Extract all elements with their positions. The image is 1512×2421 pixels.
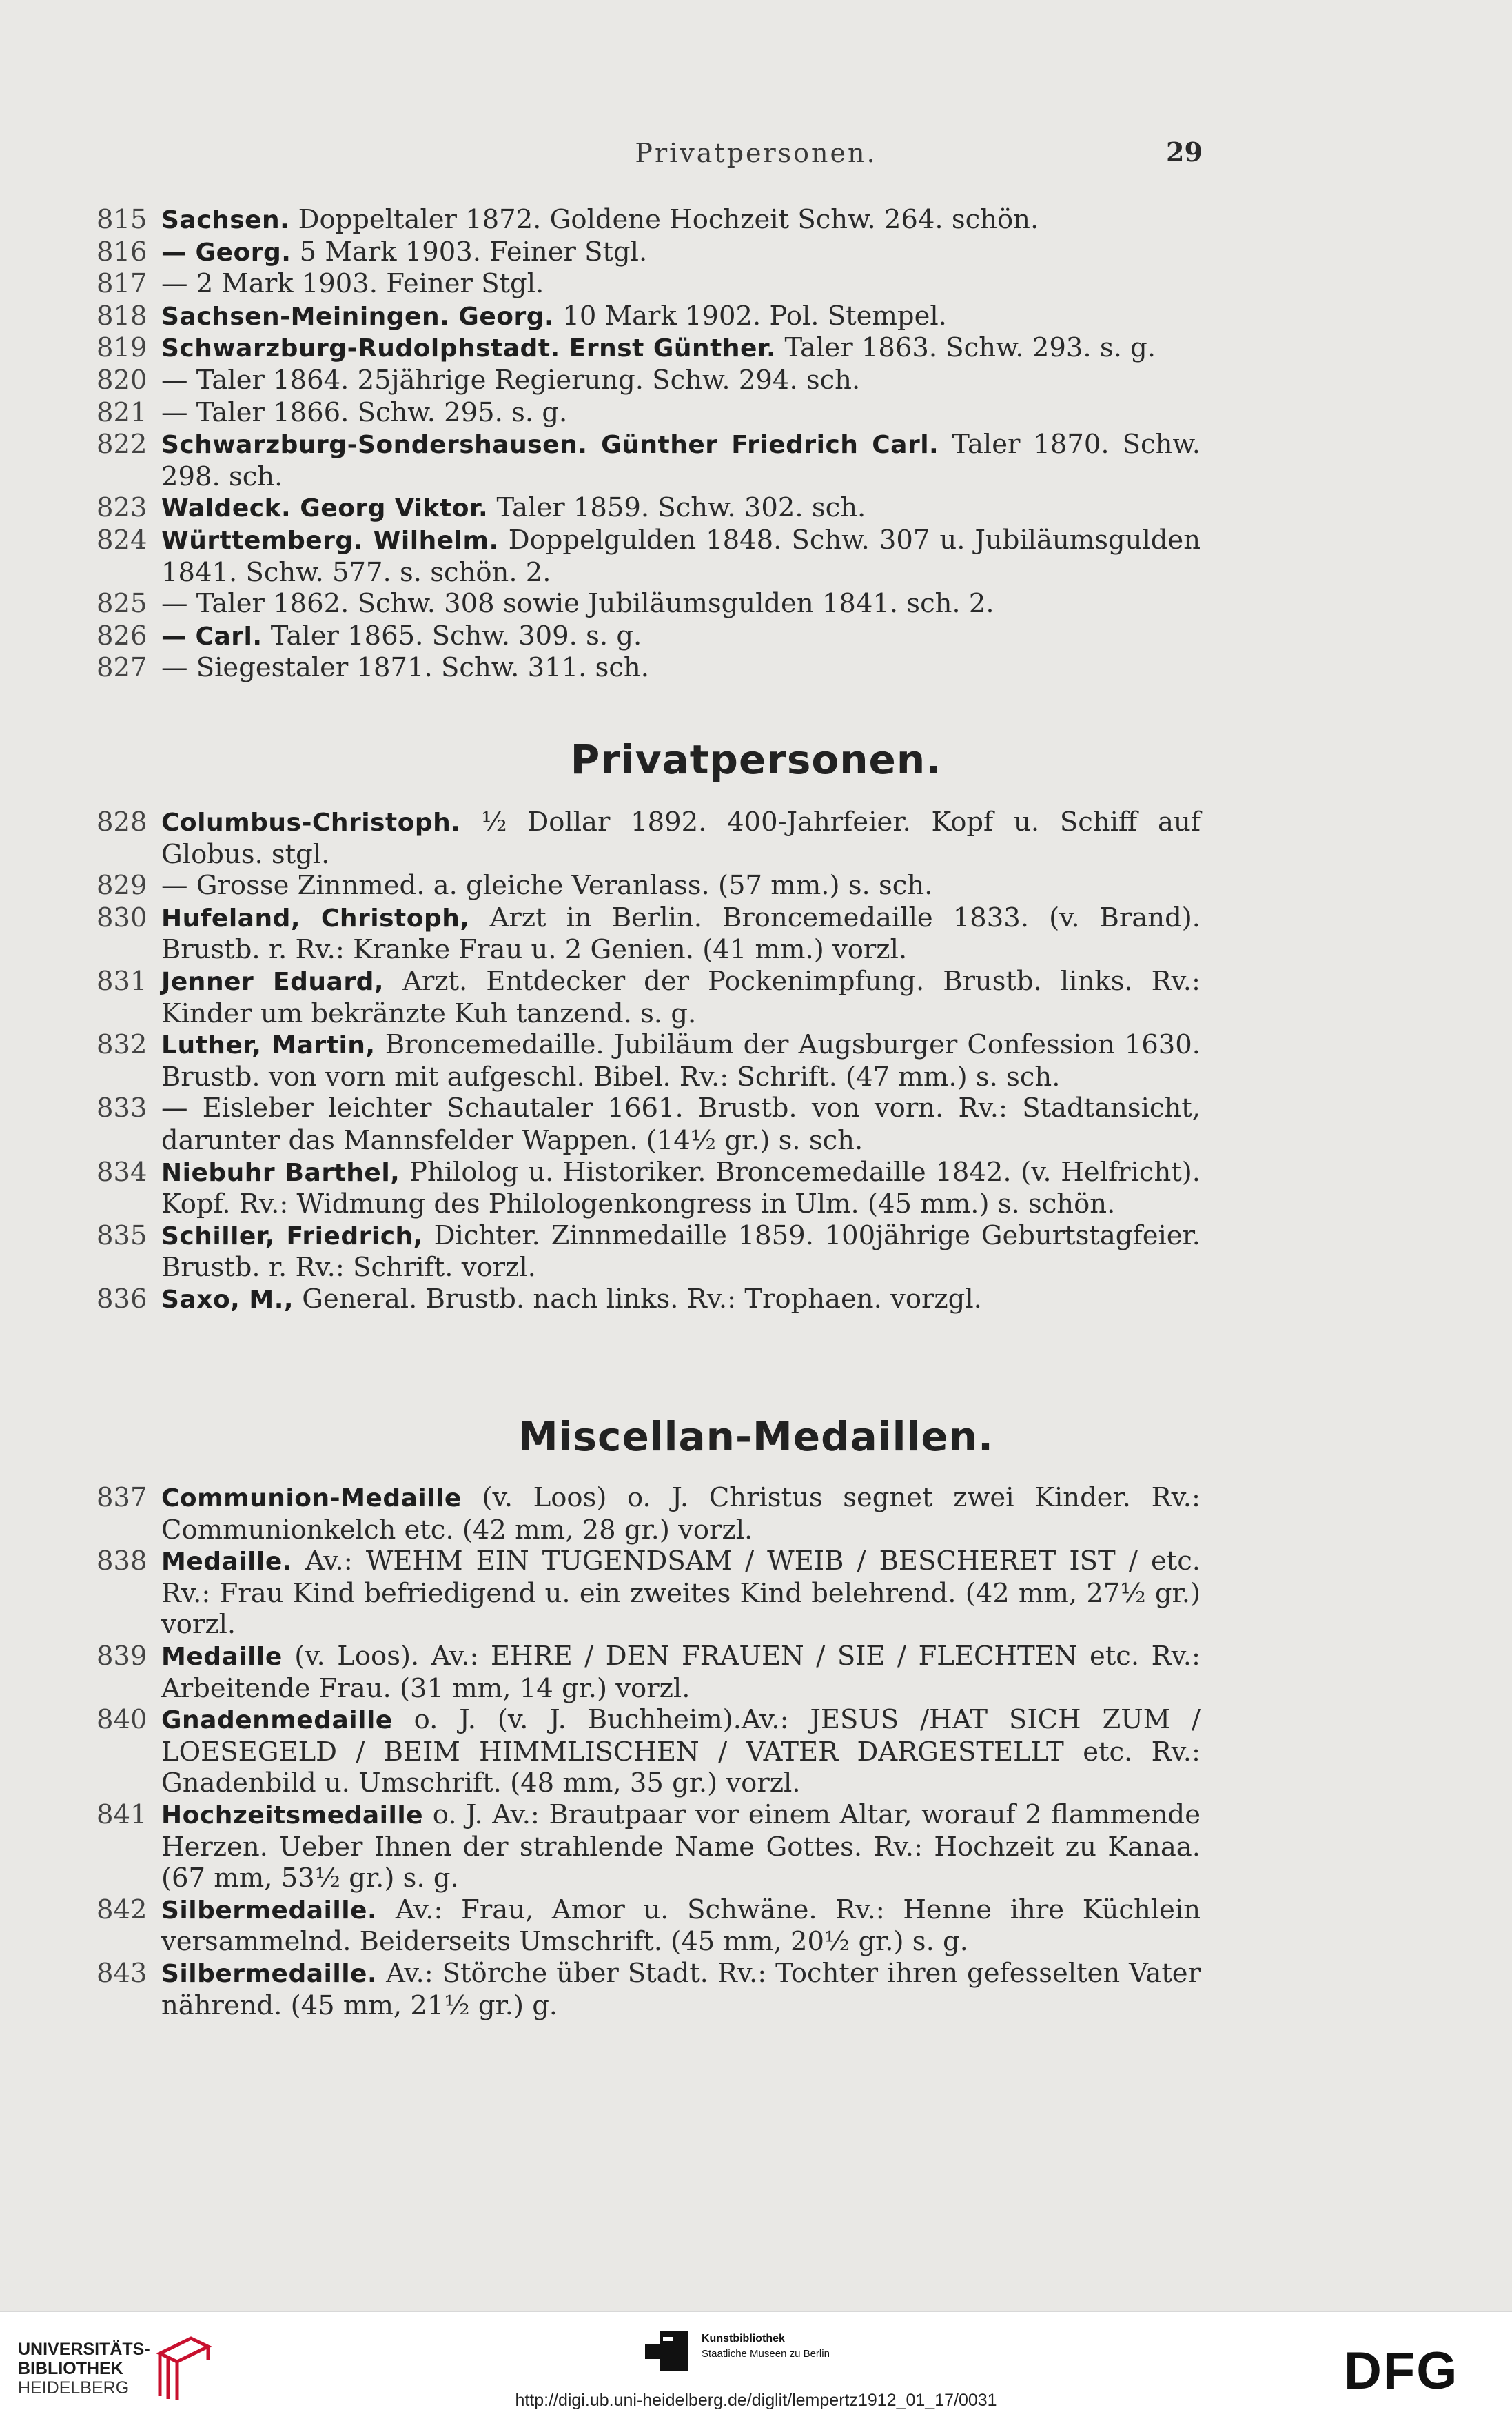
- uni-logo-line2: BIBLIOTHEK: [18, 2359, 123, 2378]
- entry-text: [161, 1157, 1201, 1220]
- lot-number: 832: [96, 1029, 147, 1061]
- lot-number: 816: [96, 236, 147, 267]
- lot-number: 824: [96, 524, 147, 556]
- entry-heading: Schwarzburg-Rudolphstadt. Ernst Günther.: [161, 334, 777, 363]
- lot-number: 842: [96, 1894, 147, 1925]
- entries-top: [0, 204, 1512, 685]
- entry-description: — Taler 1862. Schw. 308 sowie Jubiläumsgulden 1841. sch. 2.: [161, 588, 994, 620]
- entry-text: [161, 301, 1201, 333]
- entry-heading: Jenner Eduard,: [161, 967, 385, 996]
- catalogue-entry: [0, 870, 1512, 902]
- lot-number: 834: [96, 1156, 147, 1188]
- catalogue-entry: [0, 1641, 1512, 1704]
- entry-heading: Medaille: [161, 1642, 283, 1671]
- entry-text: [161, 1641, 1201, 1704]
- catalogue-entry: [0, 1284, 1512, 1316]
- catalogue-entry: [0, 429, 1512, 492]
- entry-description: Philolog u. Historiker. Broncemedaille 1842. (v. Helfricht). Kopf. Rv.: Widmung des Philologenkongress in Ulm. (45 mm.) s. schön.: [161, 1156, 1201, 1220]
- lot-number: 843: [96, 1957, 147, 1989]
- catalogue-entry: [0, 1958, 1512, 2021]
- entry-text: [161, 1029, 1201, 1093]
- entry-description: Taler 1859. Schw. 302. sch.: [488, 492, 866, 524]
- lot-number: 827: [96, 652, 147, 684]
- catalogue-entry: [0, 1704, 1512, 1799]
- entry-description: (v. Loos). Av.: EHRE / DEN FRAUEN / SIE / FLECHTEN etc. Rv.: Arbeitende Frau. (31 mm, 14 gr.) vorzl.: [161, 1640, 1201, 1704]
- entry-description: Taler 1865. Schw. 309. s. g.: [262, 620, 642, 651]
- entry-text: [161, 588, 1201, 620]
- entry-text: [161, 525, 1201, 588]
- catalogue-entry: [0, 902, 1512, 966]
- lot-number: 841: [96, 1799, 147, 1830]
- lot-number: 833: [96, 1093, 147, 1124]
- entry-description: Doppelgulden 1848. Schw. 307 u. Jubiläumsgulden 1841. Schw. 577. s. schön. 2.: [161, 524, 1201, 588]
- footer-bar: [0, 2311, 1512, 2421]
- entry-description: Doppeltaler 1872. Goldene Hochzeit Schw. 264. schön.: [289, 204, 1039, 235]
- running-title: Privatpersonen.: [635, 138, 877, 168]
- entry-heading: Columbus-Christoph.: [161, 809, 461, 837]
- catalogue-entry: [0, 1093, 1512, 1156]
- catalogue-entry: [0, 807, 1512, 870]
- entry-heading: Gnadenmedaille: [161, 1706, 393, 1735]
- catalogue-entry: [0, 652, 1512, 685]
- entry-heading: Medaille.: [161, 1548, 292, 1577]
- lot-number: 840: [96, 1704, 147, 1736]
- entry-description: Av.: Frau, Amor u. Schwäne. Rv.: Henne ihre Küchlein versammelnd. Beiderseits Umschrift. (45 mm, 20½ gr.) s. g.: [161, 1894, 1201, 1958]
- lot-number: 835: [96, 1219, 147, 1251]
- catalogue-entry: [0, 1799, 1512, 1894]
- lot-number: 838: [96, 1546, 147, 1577]
- section-heading-privatpersonen: Privatpersonen.: [570, 736, 942, 783]
- entry-description: 5 Mark 1903. Feiner Stgl.: [291, 236, 648, 267]
- catalogue-entry: [0, 1482, 1512, 1546]
- entry-description: Av.: Störche über Stadt. Rv.: Tochter ihren gefesselten Vater nährend. (45 mm, 21½ gr.) g.: [161, 1957, 1201, 2021]
- catalogue-entry: [0, 1894, 1512, 1958]
- lot-number: 830: [96, 902, 147, 933]
- entry-heading: Silbermedaille.: [161, 1959, 378, 1988]
- dfg-logo[interactable]: DFG: [1344, 2342, 1459, 2400]
- catalogue-entry: [0, 1546, 1512, 1641]
- entry-text: [161, 429, 1201, 492]
- entry-description: Arzt in Berlin. Broncemedaille 1833. (v. Brand). Brustb. r. Rv.: Kranke Frau u. 2 Genien. (41 mm.) vorzl.: [161, 902, 1201, 966]
- entry-text: [161, 1220, 1201, 1284]
- entries-privatpersonen: [0, 807, 1512, 1316]
- catalogue-entry: [0, 397, 1512, 429]
- entry-heading: Niebuhr Barthel,: [161, 1158, 400, 1187]
- entry-heading: Sachsen-Meiningen. Georg.: [161, 302, 555, 331]
- source-url[interactable]: http://digi.ub.uni-heidelberg.de/diglit/lempertz1912_01_17/0031: [515, 2391, 997, 2410]
- entry-heading: Schwarzburg-Sondershausen. Günther Friedrich Carl.: [161, 431, 939, 460]
- entry-text: [161, 807, 1201, 870]
- lot-number: 829: [96, 870, 147, 902]
- entry-text: [161, 268, 1201, 301]
- entry-description: Av.: WEHM EIN TUGENDSAM / WEIB / BESCHERET IST / etc. Rv.: Frau Kind befriedigend u. ein zweites Kind belehrend. (42 mm, 27½ gr.) vorzl.: [161, 1546, 1201, 1641]
- entry-description: — 2 Mark 1903. Feiner Stgl.: [161, 268, 544, 300]
- entry-text: [161, 332, 1201, 365]
- entry-text: [161, 1894, 1201, 1958]
- entry-heading: Communion-Medaille: [161, 1484, 462, 1512]
- lot-number: 823: [96, 492, 147, 524]
- entry-description: (v. Loos) o. J. Christus segnet zwei Kinder. Rv.: Communionkelch etc. (42 mm, 28 gr.) vorzl.: [161, 1482, 1201, 1546]
- catalogue-entry: [0, 1029, 1512, 1093]
- lot-number: 822: [96, 429, 147, 460]
- entry-text: [161, 397, 1201, 429]
- entry-description: Taler 1863. Schw. 293. s. g.: [776, 332, 1156, 364]
- entry-heading: Waldeck. Georg Viktor.: [161, 494, 489, 523]
- catalogue-entry: [0, 268, 1512, 301]
- catalogue-entry: [0, 365, 1512, 397]
- lot-number: 837: [96, 1482, 147, 1513]
- catalogue-entry: [0, 301, 1512, 333]
- entry-description: — Taler 1866. Schw. 295. s. g.: [161, 396, 568, 428]
- lot-number: 828: [96, 807, 147, 838]
- entry-heading: — Georg.: [161, 238, 292, 267]
- lot-number: 821: [96, 396, 147, 428]
- entries-miscellan-medaillen: [0, 1482, 1512, 2021]
- entry-description: — Taler 1864. 25jährige Regierung. Schw. 294. sch.: [161, 364, 861, 396]
- entry-heading: Hufeland, Christoph,: [161, 904, 470, 933]
- entry-description: o. J. Av.: Brautpaar vor einem Altar, worauf 2 flammende Herzen. Ueber Ihnen der strahlende Name Gottes. Rv.: Hochzeit zu Kanaa. (67 mm, 53½ gr.) s. g.: [161, 1799, 1201, 1894]
- entry-description: General. Brustb. nach links. Rv.: Trophaen. vorzgl.: [294, 1283, 982, 1315]
- lot-number: 819: [96, 332, 147, 364]
- catalogue-entry: [0, 620, 1512, 653]
- lot-number: 836: [96, 1283, 147, 1315]
- catalogue-entry: [0, 1220, 1512, 1284]
- lot-number: 826: [96, 620, 147, 651]
- section-heading-miscellan-medaillen: Miscellan-Medaillen.: [518, 1413, 994, 1460]
- entry-text: [161, 1093, 1201, 1156]
- entry-description: 10 Mark 1902. Pol. Stempel.: [554, 300, 947, 332]
- page-number: 29: [1166, 136, 1203, 168]
- entry-text: [161, 236, 1201, 269]
- entry-heading: Württemberg. Wilhelm.: [161, 526, 499, 555]
- entry-text: [161, 902, 1201, 966]
- uni-logo-line3: HEIDELBERG: [18, 2378, 130, 2398]
- entry-text: [161, 1958, 1201, 2021]
- entry-text: [161, 1284, 1201, 1316]
- lot-number: 839: [96, 1640, 147, 1672]
- entry-heading: — Carl.: [161, 622, 263, 651]
- catalogue-entry: [0, 204, 1512, 236]
- entry-text: [161, 620, 1201, 653]
- entry-text: [161, 1546, 1201, 1641]
- catalogue-entry: [0, 332, 1512, 365]
- entry-text: [161, 870, 1201, 902]
- entry-description: o. J. (v. J. Buchheim).Av.: JESUS /HAT SICH ZUM / LOESEGELD / BEIM HIMMLISCHEN / VATER DARGESTELLT etc. Rv.: Gnadenbild u. Umschrift. (48 mm, 35 gr.) vorzl.: [161, 1704, 1201, 1799]
- entry-heading: Schiller, Friedrich,: [161, 1222, 423, 1250]
- catalogue-entry: [0, 236, 1512, 269]
- uni-logo-line1: UNIVERSITÄTS-: [18, 2340, 150, 2359]
- entry-heading: Hochzeitsmedaille: [161, 1801, 424, 1830]
- entry-text: [161, 365, 1201, 397]
- lot-number: 831: [96, 965, 147, 997]
- entry-heading: Sachsen.: [161, 206, 290, 234]
- lot-number: 825: [96, 588, 147, 620]
- kb-logo-line2: Staatliche Museen zu Berlin: [702, 2348, 830, 2360]
- lot-number: 815: [96, 204, 147, 235]
- lot-number: 820: [96, 364, 147, 396]
- entry-text: [161, 492, 1201, 525]
- entry-description: ½ Dollar 1892. 400-Jahrfeier. Kopf u. Schiff auf Globus. stgl.: [161, 807, 1201, 870]
- catalogue-entry: [0, 525, 1512, 588]
- lot-number: 818: [96, 300, 147, 332]
- entry-description: — Eisleber leichter Schautaler 1661. Brustb. von vorn. Rv.: Stadtansicht, darunter das Mannsfelder Wappen. (14½ gr.) s. sch.: [161, 1093, 1201, 1156]
- lot-number: 817: [96, 268, 147, 300]
- kunstbibliothek-mark-icon: [645, 2331, 689, 2371]
- entry-text: [161, 966, 1201, 1029]
- entry-heading: Luther, Martin,: [161, 1031, 376, 1060]
- entry-text: [161, 204, 1201, 236]
- entry-text: [161, 1799, 1201, 1894]
- entry-description: Arzt. Entdecker der Pockenimpfung. Brustb. links. Rv.: Kinder um bekränzte Kuh tanzend. s. g.: [161, 965, 1201, 1029]
- entry-text: [161, 1704, 1201, 1799]
- entry-description: Dichter. Zinnmedaille 1859. 100jährige Geburtstagfeier. Brustb. r. Rv.: Schrift. vorzl.: [161, 1219, 1201, 1284]
- entry-description: — Grosse Zinnmed. a. gleiche Veranlass. (57 mm.) s. sch.: [161, 870, 933, 902]
- kunstbibliothek-logo[interactable]: [645, 2327, 893, 2376]
- entry-text: [161, 1482, 1201, 1546]
- entry-text: [161, 652, 1201, 685]
- catalogue-entry: [0, 966, 1512, 1029]
- catalogue-entry: [0, 492, 1512, 525]
- entry-description: Broncemedaille. Jubiläum der Augsburger Confession 1630. Brustb. von vorn mit aufgeschl. Bibel. Rv.: Schrift. (47 mm.) s. sch.: [161, 1029, 1201, 1093]
- catalogue-entry: [0, 1157, 1512, 1220]
- catalogue-entry: [0, 588, 1512, 620]
- entry-description: — Siegestaler 1871. Schw. 311. sch.: [161, 652, 649, 684]
- entry-heading: Silbermedaille.: [161, 1896, 378, 1925]
- kb-logo-line1: Kunstbibliothek: [702, 2333, 785, 2344]
- entry-description: Taler 1870. Schw. 298. sch.: [161, 429, 1201, 492]
- entry-heading: Saxo, M.,: [161, 1285, 294, 1314]
